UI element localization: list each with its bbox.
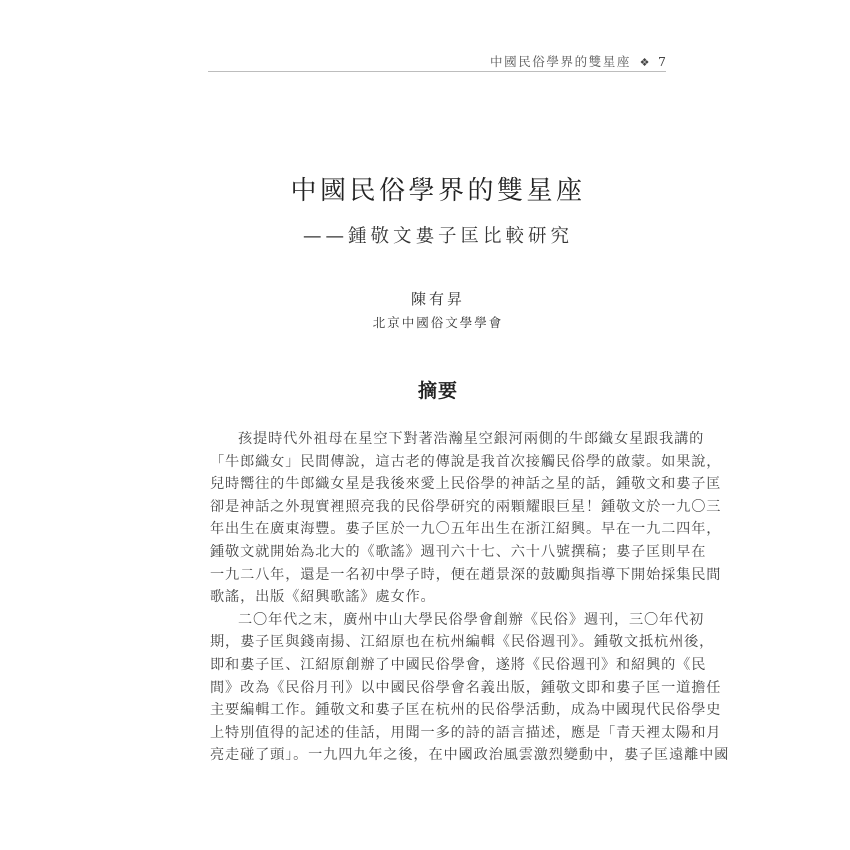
text-line: 歌謠，出版《紹興歌謠》處女作。: [210, 589, 436, 606]
text-line: 上特別值得的記述的佳話，用聞一多的詩的語言描述，應是「青天裡太陽和月: [210, 724, 722, 741]
text-line: 兒時嚮往的牛郎織女星是我後來愛上民俗學的神話之星的話，鍾敬文和婁子匡: [210, 476, 722, 493]
page-number: 7: [658, 54, 666, 69]
header-rule: [208, 71, 666, 72]
text-line: 孩提時代外祖母在星空下對著浩瀚星空銀河兩側的牛郎織女星跟我講的: [238, 431, 705, 447]
abstract-body: [210, 428, 730, 767]
abstract-paragraph-2: [210, 609, 730, 767]
abstract-paragraph-1: [210, 428, 722, 609]
text-line: 一九二八年，還是一名初中學子時，便在趙景深的鼓勵與指導下開始採集民間: [210, 566, 722, 583]
text-line: 亮走碰了頭」。一九四九年之後，在中國政治風雲激烈變動中，婁子匡遠離中國: [210, 747, 730, 764]
text-line: 即和婁子匡、江紹原創辦了中國民俗學會，遂將《民俗週刊》和紹興的《民: [210, 656, 707, 673]
text-line: 間》改為《民俗月刊》以中國民俗學會名義出版，鍾敬文即和婁子匡一道擔任: [210, 679, 722, 696]
text-line: 年出生在廣東海豐。婁子匡於一九〇五年出生在浙江紹興。早在一九二四年，: [210, 521, 722, 538]
text-line: 卻是神話之外現實裡照亮我的民俗學研究的兩顆耀眼巨星！鍾敬文於一九〇三: [210, 498, 722, 515]
article-subtitle: ——鍾敬文婁子匡比較研究: [302, 226, 573, 247]
author-affiliation: 北京中國俗文學學會: [372, 315, 504, 330]
text-line: 主要編輯工作。鍾敬文和婁子匡在杭州的民俗學活動，成為中國現代民俗學史: [210, 702, 722, 719]
running-header-title: 中國民俗學界的雙星座: [490, 54, 632, 69]
text-line: 「牛郎織女」民間傳說，這古老的傳說是我首次接觸民俗學的啟蒙。如果說，: [210, 453, 722, 470]
abstract-heading: 摘要: [417, 380, 458, 402]
author-name: 陳有昇: [410, 290, 465, 308]
article-title: 中國民俗學界的雙星座: [290, 176, 586, 206]
text-line: 期，婁子匡與錢南揚、江紹原也在杭州編輯《民俗週刊》。鍾敬文抵杭州後，: [210, 634, 715, 651]
running-header: [208, 52, 666, 71]
text-line: 鍾敬文就開始為北大的《歌謠》週刊六十七、六十八號撰稿；婁子匡則早在: [210, 543, 707, 560]
text-line: 二〇年代之末，廣州中山大學民俗學會創辦《民俗》週刊，三〇年代初: [238, 611, 705, 628]
ornament-icon: ❖: [639, 56, 650, 69]
